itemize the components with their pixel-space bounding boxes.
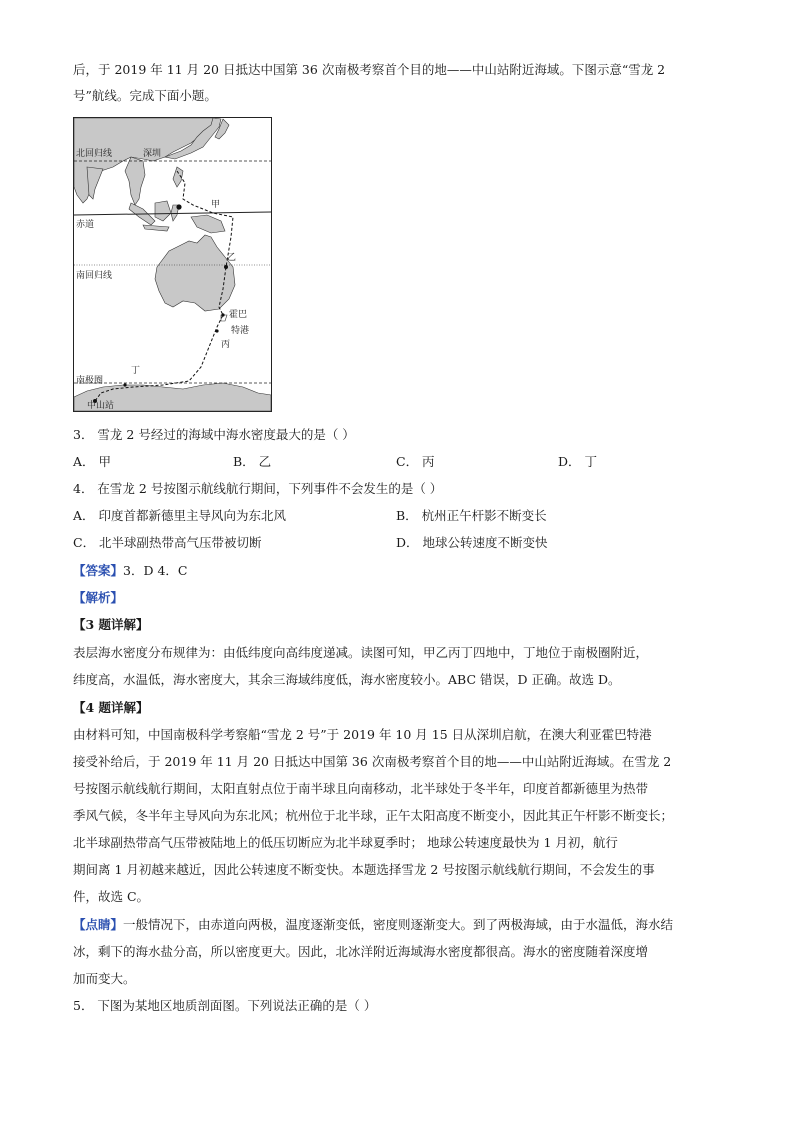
q3-option-c: C． 丙 xyxy=(396,454,435,469)
label-bing: 丙 xyxy=(221,340,231,350)
detail4-line-6: 期间离 1 月初越来越近，因此公转速度不断变快。本题选择雪龙 2 号按图示航线航行期间，不会发生的事 xyxy=(73,862,655,877)
detail4-label: 【4 题详解】 xyxy=(73,700,149,715)
tip-line-2: 冰，剩下的海水盐分高，所以密度更大。因此，北冰洋附近海域海水密度都很高。海水的密度随着深度增 xyxy=(73,944,649,959)
detail4-line-3: 号按图示航线航行期间，太阳直射点位于南半球且向南移动，北半球处于冬半年，印度首都新德里为热带 xyxy=(73,781,649,796)
q4-option-d: D． 地球公转速度不断变快 xyxy=(396,535,548,550)
detail4-line-2: 接受补给后，于 2019 年 11 月 20 日抵达中国第 36 次南极考察首个目的地——中山站附近海域。在雪龙 2 xyxy=(73,754,672,769)
label-hobart-2: 特港 xyxy=(231,326,250,336)
detail4-line-4: 季风气候，冬半年主导风向为东北风；杭州位于北半球，正午太阳高度不断变小，因此其正午杆影不断变长； xyxy=(73,808,674,823)
point-jia xyxy=(176,204,181,209)
q4-option-c: C． 北半球副热带高气压带被切断 xyxy=(73,535,262,550)
label-jia: 甲 xyxy=(211,200,221,210)
label-antarctic-circle: 南极圈 xyxy=(76,376,104,386)
tip-line-1 xyxy=(73,917,673,933)
label-ding: 丁 xyxy=(131,366,141,376)
label-tropic-cancer: 北回归线 xyxy=(76,149,113,159)
tip-line-3: 加而变大。 xyxy=(73,971,136,986)
analysis-row xyxy=(73,590,123,606)
tip-label: 【点睛】 xyxy=(73,917,124,932)
q3-option-d: D． 丁 xyxy=(558,454,597,469)
point-ding xyxy=(123,383,126,386)
detail4-line-1: 由材料可知，中国南极科学考察船“雪龙 2 号”于 2019 年 10 月 15 日从深圳启航，在澳大利亚霍巴特港 xyxy=(73,727,652,742)
label-hobart-1: 霍巴 xyxy=(229,310,248,320)
answer-row xyxy=(73,563,187,579)
point-yi xyxy=(224,265,228,269)
intro-line-2: 号”航线。完成下面小题。 xyxy=(73,88,217,103)
answer-text: 3．D 4．C xyxy=(123,563,188,578)
point-bing xyxy=(215,329,218,332)
q4-stem: 4． 在雪龙 2 号按图示航线航行期间，下列事件不会发生的是（ ） xyxy=(73,481,443,496)
q3-option-a: A． 甲 xyxy=(73,454,112,469)
detail3-line-1: 表层海水密度分布规律为：由低纬度向高纬度递减。读图可知，甲乙丙丁四地中，丁地位于南极圈附近， xyxy=(73,645,649,660)
detail3-line-2: 纬度高，水温低，海水密度大，其余三海域纬度低，海水密度较小。ABC 错误，D 正确。故选 D。 xyxy=(73,672,621,687)
answer-label: 【答案】 xyxy=(73,563,124,578)
route-map xyxy=(73,117,272,412)
intro-line-1: 后，于 2019 年 11 月 20 日抵达中国第 36 次南极考察首个目的地——中山站附近海域。下图示意“雪龙 2 xyxy=(73,62,666,77)
label-shenzhen: 深圳 xyxy=(143,149,162,159)
label-equator: 赤道 xyxy=(76,220,95,230)
detail3-label: 【3 题详解】 xyxy=(73,617,149,632)
detail4-line-5: 北半球副热带高气压带被陆地上的低压切断应为北半球夏季时； 地球公转速度最快为 1 月初，航行 xyxy=(73,835,618,850)
q3-option-b: B． 乙 xyxy=(233,454,272,469)
q3-stem: 3． 雪龙 2 号经过的海域中海水密度最大的是（ ） xyxy=(73,427,355,442)
tip-text-1: 一般情况下，由赤道向两极，温度逐渐变低，密度则逐渐变大。到了两极海域，由于水温低，海水结 xyxy=(123,917,674,932)
label-zhongshan: 中山站 xyxy=(87,401,115,411)
analysis-label: 【解析】 xyxy=(73,590,124,605)
q5-stem: 5． 下图为某地区地质剖面图。下列说法正确的是（ ） xyxy=(73,998,377,1013)
detail4-line-7: 件，故选 C。 xyxy=(73,889,150,904)
point-hobart xyxy=(221,313,224,316)
q4-option-b: B． 杭州正午杆影不断变长 xyxy=(396,508,547,523)
label-yi: 乙 xyxy=(227,253,237,263)
q4-option-a: A． 印度首都新德里主导风向为东北风 xyxy=(73,508,287,523)
label-tropic-capricorn: 南回归线 xyxy=(76,271,113,281)
